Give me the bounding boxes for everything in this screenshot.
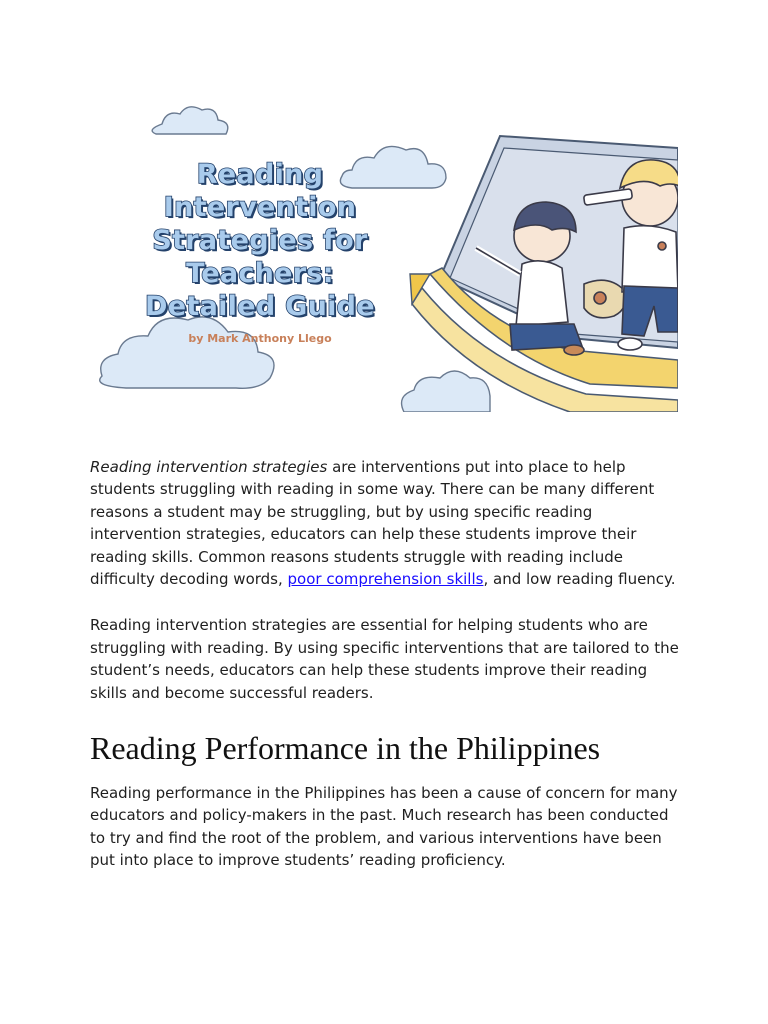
hero-byline: by Mark Anthony Llego bbox=[188, 332, 332, 345]
hero-title-line: Intervention bbox=[163, 192, 357, 223]
intro-text-after-link: , and low reading fluency. bbox=[483, 570, 676, 589]
cloud-icon bbox=[152, 107, 228, 134]
intro-text-before-link: are interventions put into place to help students struggling with reading in some way. There can be many different reasons a student may be struggling, but by using specific reading intervention strategies, educators can help these students improve their reading skills. Common reasons students struggle with reading include difficulty decoding words, bbox=[90, 458, 655, 589]
section-heading: Reading Performance in the Philippines bbox=[90, 730, 601, 767]
intro-paragraph bbox=[90, 456, 680, 590]
hero-title-line: Detailed Guide bbox=[145, 291, 375, 322]
section-paragraph: Reading performance in the Philippines has been a cause of concern for many educators and policy-makers in the past. Much research has been conducted to try and find the root of the problem, and various interventions have been put into place to improve students’ reading proficiency. bbox=[90, 784, 678, 870]
hero-title-line: Strategies for bbox=[152, 225, 368, 256]
poor-comprehension-skills-link[interactable]: poor comprehension skills bbox=[287, 570, 484, 589]
hero-title-line: Reading bbox=[196, 159, 324, 190]
intro-italic-lead: Reading intervention strategies bbox=[90, 458, 328, 476]
article-body bbox=[90, 456, 680, 896]
cloud-icon bbox=[402, 371, 490, 412]
hero-banner bbox=[90, 88, 678, 412]
cloud-icon bbox=[100, 317, 274, 388]
hero-title bbox=[130, 158, 390, 323]
hero-title-line: Teachers: bbox=[186, 258, 334, 289]
second-paragraph: Reading intervention strategies are essential for helping students who are struggling with reading. By using specific interventions that are tailored to the student’s needs, educators can help these students improve their reading skills and become successful readers. bbox=[90, 616, 679, 702]
